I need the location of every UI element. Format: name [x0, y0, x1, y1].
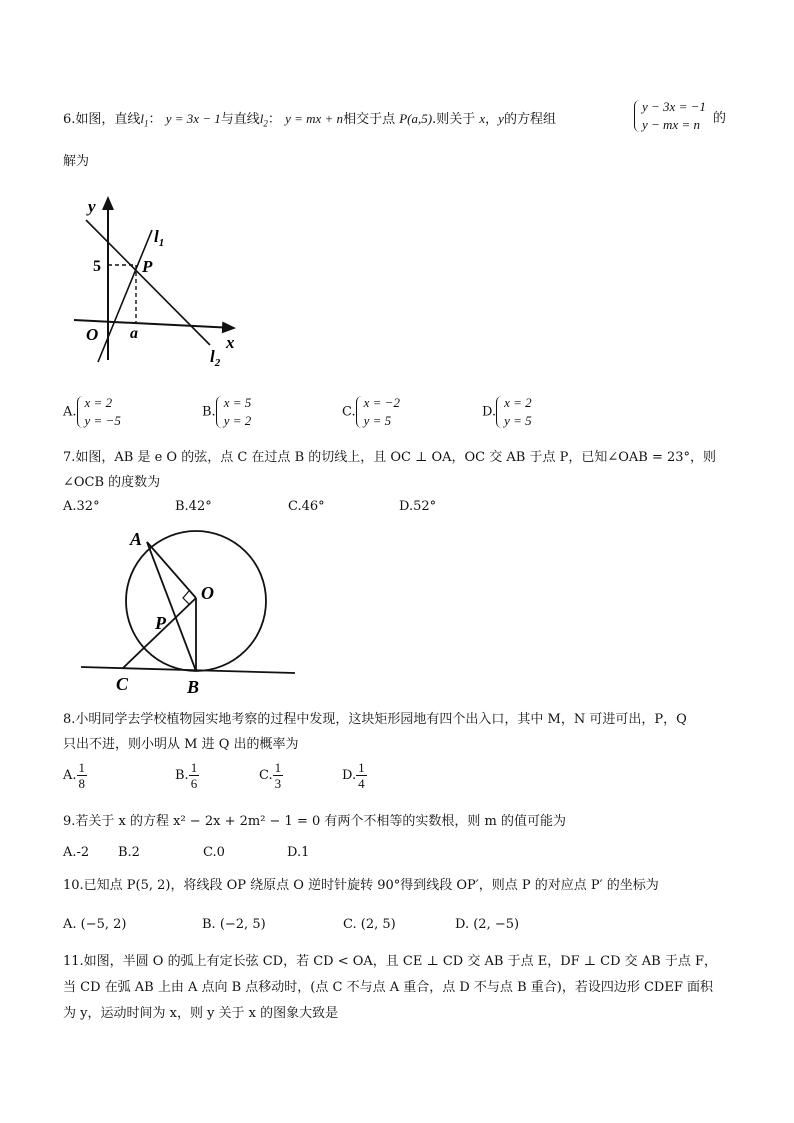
q6-option-d-x: x = 2	[504, 395, 532, 410]
q6-l1-label-fig: $l_1$	[154, 227, 165, 249]
q7-option-b: B.42°	[175, 499, 212, 514]
q8-option-b	[175, 760, 199, 791]
q7-segment-ab	[147, 542, 196, 671]
q9-option-a: A.-2	[63, 845, 90, 860]
q10-option-a: A. (−5, 2)	[63, 917, 127, 932]
q8-option-d	[342, 760, 367, 791]
q8-option-c	[259, 760, 283, 791]
q8-option-a-denominator: 8	[78, 776, 86, 791]
q6-equation-system	[634, 98, 706, 134]
q7-tangent-line	[81, 667, 295, 673]
q6-option-b-letter: B.	[202, 404, 216, 420]
q6-option-a-x: x = 2	[84, 395, 113, 410]
q9-option-d: D.1	[287, 845, 310, 860]
q6-var-y: y	[498, 111, 504, 126]
q6-p-label: P	[142, 257, 153, 276]
q6-option-c-x: x = −2	[363, 395, 400, 410]
q7-label-o: O	[201, 583, 214, 603]
q10-option-d: D. (2, −5)	[455, 917, 520, 932]
q6-option-a-y: y = −5	[84, 413, 121, 428]
q6-stem-line2: 解为	[63, 154, 90, 169]
q6-option-c-letter: C.	[342, 404, 356, 420]
q6-text-5: 的方程组	[503, 112, 556, 127]
q8-option-c-letter: C.	[259, 768, 273, 783]
q7-label-c: C	[116, 674, 129, 694]
q6-text-4: .则关于	[432, 112, 476, 127]
q6-system-line-1: y − 3x = −1	[642, 99, 706, 114]
q7-label-p: P	[155, 613, 166, 633]
q10-option-b: B. (−2, 5)	[202, 917, 266, 932]
q6-option-a-letter: A.	[63, 404, 77, 420]
q6-option-d-letter: D.	[482, 404, 497, 420]
q9-option-c: C.0	[203, 845, 225, 860]
q6-var-x: x	[479, 111, 486, 126]
q7-stem-line2: ∠OCB 的度数为	[63, 475, 161, 490]
q6-text-3: 相交于点	[343, 112, 396, 127]
q6-l1-label: $l_1$	[140, 111, 149, 129]
q6-y-label: y	[88, 197, 96, 216]
q11-stem-line1: 11.如图，半圆 O 的弧上有定长弦 CD，若 CD < OA，且 CE ⊥ CD 交 AB 于点 E，DF ⊥ CD 交 AB 于点 F，	[63, 954, 717, 969]
q11-stem-line3: 为 y，运动时间为 x，则 y 关于 x 的图象大致是	[63, 1006, 339, 1021]
q10-option-c: C. (2, 5)	[343, 917, 396, 932]
q6-option-d-y: y = 5	[504, 413, 532, 428]
q11-stem-line2: 当 CD 在弧 AB 上由 A 点向 B 点移动时，(点 C 不与点 A 重合，点 D 不与点 B 重合)，若设四边形 CDEF 面积	[63, 980, 713, 995]
q6-option-c-y: y = 5	[363, 413, 392, 428]
q10-stem: 10.已知点 P(5, 2)，将线段 OP 绕原点 O 逆时针旋转 90°得到线段 OP′，则点 P 的对应点 P′ 的坐标为	[63, 878, 659, 893]
q6-point-p: P(a,5)	[399, 111, 433, 126]
q8-option-a	[63, 760, 87, 791]
q9-stem: 9.若关于 x 的方程 x² − 2x + 2m² − 1 = 0 有两个不相等的实数根，则 m 的值可能为	[63, 814, 566, 829]
q6-equation-2: y = mx + n	[285, 111, 344, 126]
q6-text: 6.如图，直线	[63, 112, 141, 127]
q7-figure	[75, 525, 300, 700]
q8-stem-line1: 8.小明同学去学校植物园实地考察的过程中发现，这块矩形园地有四个出入口，其中 M，N 可进可出，P，Q	[63, 712, 687, 727]
q8-option-b-letter: B.	[175, 768, 189, 783]
q7-label-b: B	[187, 677, 200, 697]
q7-label-a: A	[130, 529, 143, 549]
q8-option-d-letter: D.	[342, 768, 357, 783]
q6-option-b-y: y = 2	[223, 413, 252, 428]
q8-option-d-denominator: 4	[358, 776, 365, 791]
q6-five-label: 5	[93, 258, 101, 275]
q6-colon-2: ：	[267, 112, 281, 127]
q6-option-a	[63, 394, 121, 430]
q7-option-a: A.32°	[63, 499, 100, 514]
q6-stem-line1	[63, 110, 556, 133]
q6-option-b-x: x = 5	[223, 395, 252, 410]
q6-option-c	[342, 394, 400, 430]
q6-equation-1: y = 3x − 1	[165, 111, 221, 126]
q6-x-label: x	[226, 333, 235, 352]
q8-option-a-numerator: 1	[78, 760, 86, 775]
q8-option-d-numerator: 1	[358, 760, 365, 775]
q6-l2-label: $l_2$	[259, 111, 268, 129]
q6-origin-label: O	[86, 325, 99, 344]
q9-option-b: B.2	[118, 845, 140, 860]
q7-option-c: C.46°	[288, 499, 325, 514]
q6-l2-label-fig: $l_2$	[210, 347, 221, 369]
q8-option-c-denominator: 3	[274, 776, 282, 791]
q6-figure	[70, 190, 250, 372]
q6-system-line-2: y − mx = n	[642, 117, 700, 132]
q6-comma: ，	[485, 112, 499, 127]
q6-text-6: 的	[713, 111, 727, 126]
q6-text-2: 与直线	[220, 112, 260, 127]
q6-line-l1	[98, 230, 152, 362]
q7-right-angle-mark	[183, 591, 190, 605]
q7-segment-oa	[147, 542, 196, 598]
q8-option-c-numerator: 1	[274, 760, 282, 775]
q6-option-d	[482, 394, 532, 430]
q8-option-b-denominator: 6	[190, 776, 198, 791]
q8-stem-line2: 只出不进，则小明从 M 进 Q 出的概率为	[63, 737, 299, 752]
q6-colon-1: ：	[148, 112, 162, 127]
q7-option-d: D.52°	[399, 499, 437, 514]
q8-option-a-letter: A.	[63, 768, 77, 783]
q7-stem-line1: 7.如图，AB 是 e O 的弦，点 C 在过点 B 的切线上，且 OC ⊥ OA，OC 交 AB 于点 P，已知∠OAB = 23°，则	[63, 450, 717, 465]
q6-a-label: a	[130, 325, 138, 342]
q8-option-b-numerator: 1	[190, 760, 198, 775]
q6-option-b	[202, 394, 251, 430]
